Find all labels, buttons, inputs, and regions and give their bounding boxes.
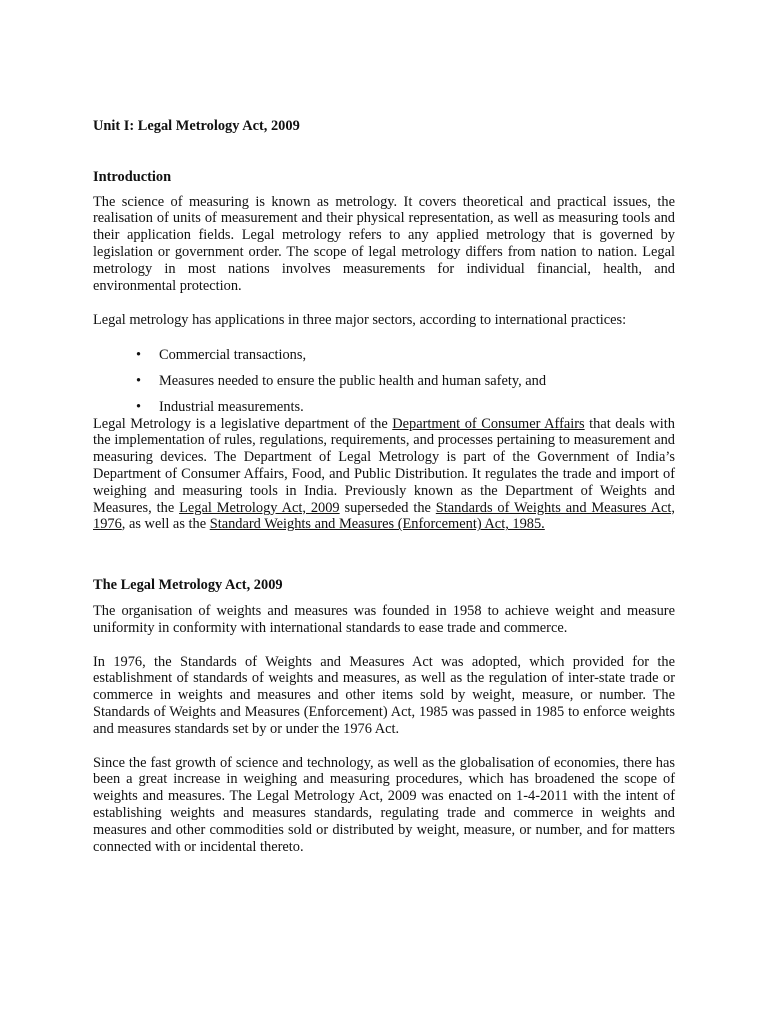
bullet-icon: • <box>136 398 142 415</box>
department-text-2: that deals with the implementation of rules, regulations, requirements, and processes pertaining to measurement and measuring devices. The Department of Legal Metrology is part of the Government of India’s Department of Consumer Affairs, Food, and Public Distribution. It regulates the trade and import of weighing and measuring tools in India. Previously known as the Department of Weights and Measures, the <box>93 415 675 516</box>
list-item-text: Commercial transactions, <box>159 347 307 364</box>
list-item <box>93 373 675 390</box>
sectors-list <box>93 347 675 415</box>
act-heading: The Legal Metrology Act, 2009 <box>93 577 283 594</box>
introduction-heading: Introduction <box>93 168 172 185</box>
department-text-3: superseded the <box>339 499 436 516</box>
document-page <box>93 118 675 855</box>
bullet-icon: • <box>136 347 142 364</box>
department-paragraph <box>93 416 675 534</box>
standards-of-weights-and-measures-act-link[interactable]: Standards of Weights and Measures Act, 1976 <box>93 499 675 533</box>
legal-metrology-act-link[interactable]: Legal Metrology Act, 2009 <box>179 499 340 516</box>
list-item <box>93 347 675 364</box>
department-text-1: Legal Metrology is a legislative department of the <box>93 415 393 432</box>
sectors-intro-paragraph: Legal metrology has applications in three major sectors, according to international practices: <box>93 312 627 329</box>
list-item-text: Measures needed to ensure the public health and human safety, and <box>159 372 547 389</box>
list-item <box>93 399 675 416</box>
enforcement-act-link[interactable]: Standard Weights and Measures (Enforcement) Act, 1985. <box>209 516 545 533</box>
act-paragraph-3: Since the fast growth of science and technology, as well as the globalisation of economies, there has been a great increase in weighing and measuring procedures, which has broadened the scope of weights and measures. The Legal Metrology Act, 2009 was enacted on 1-4-2011 with the intent of establishing weights and measures standards, regulating trade and commerce in weights and measures and other commodities sold or distributed by weight, measure, or number, and for matters connected with or incidental thereto. <box>93 754 675 855</box>
department-of-consumer-affairs-link[interactable]: Department of Consumer Affairs <box>392 415 585 432</box>
unit-title: Unit I: Legal Metrology Act, 2009 <box>93 118 300 134</box>
introduction-paragraph: The science of measuring is known as metrology. It covers theoretical and practical issues, the realisation of units of measurement and their physical representation, as well as measuring tools and their application fields. Legal metrology refers to any applied metrology that is governed by legislation or government order. The scope of legal metrology differs from nation to nation. Legal metrology in most nations involves measurements for individual financial, health, and environmental protection. <box>93 193 675 294</box>
act-paragraph-1: The organisation of weights and measures was founded in 1958 to achieve weight and measure uniformity in conformity with international standards to ease trade and commerce. <box>93 602 675 636</box>
act-paragraph-2: In 1976, the Standards of Weights and Measures Act was adopted, which provided for the establishment of standards of weights and measures, as well as the regulation of inter-state trade or commerce in weights and measures and other items sold by weight, measure, or number. The Standards of Weights and Measures (Enforcement) Act, 1985 was passed in 1985 to enforce weights and measures standards set by or under the 1976 Act. <box>93 653 675 737</box>
department-text-4: , as well as the <box>121 516 210 533</box>
list-item-text: Industrial measurements. <box>159 398 304 415</box>
bullet-icon: • <box>136 372 142 389</box>
